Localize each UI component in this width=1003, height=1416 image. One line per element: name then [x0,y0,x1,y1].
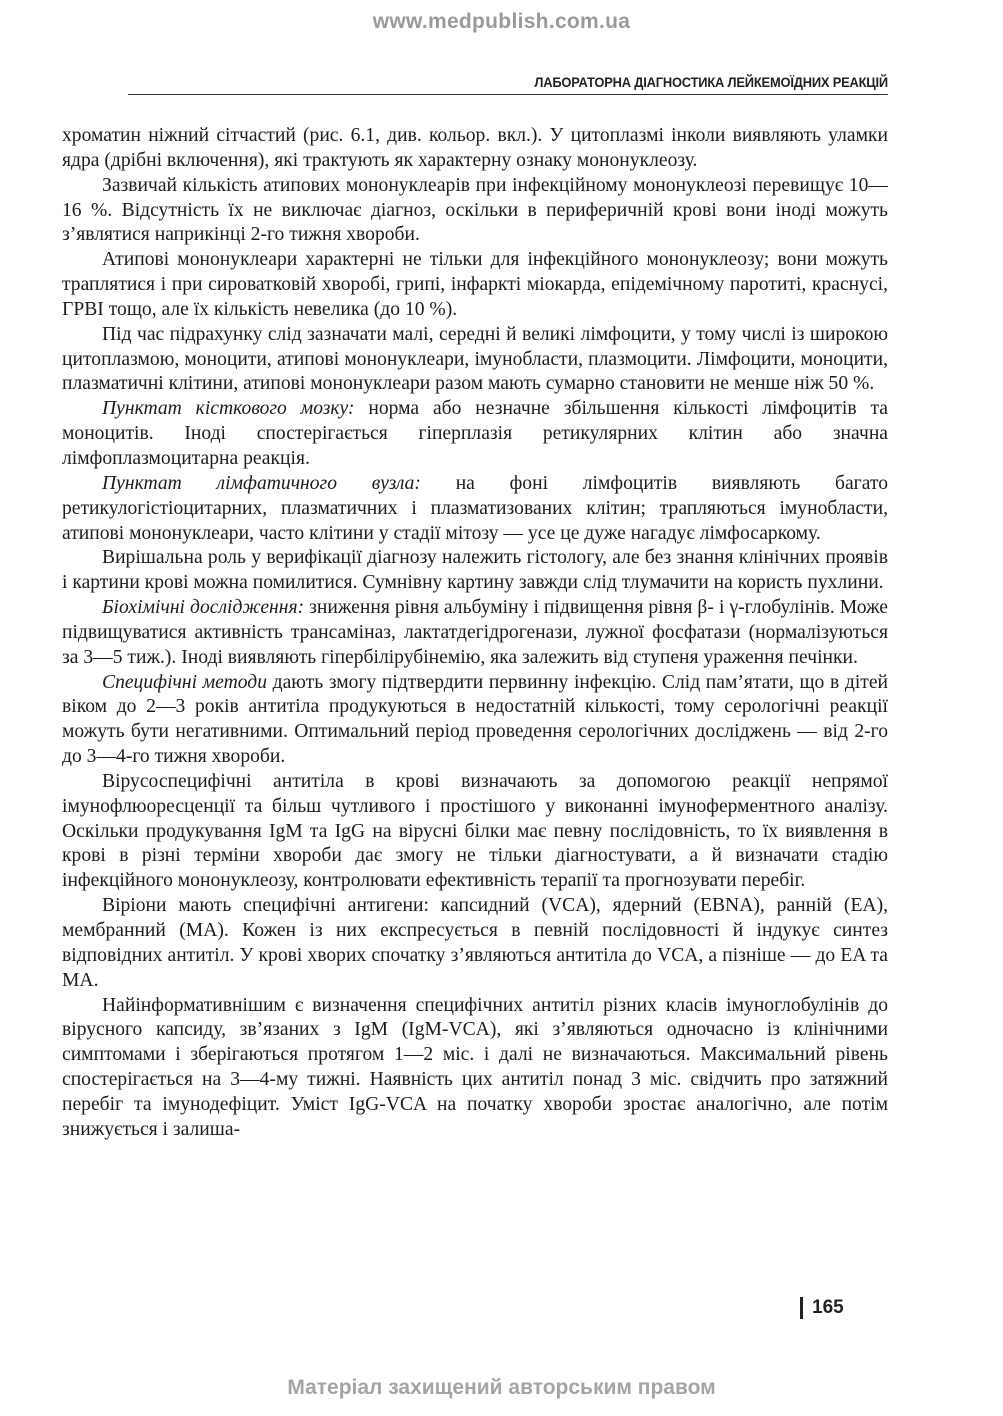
running-head: ЛАБОРАТОРНА ДІАГНОСТИКА ЛЕЙКЕМОЇДНИХ РЕАКЦІЙ [128,74,888,95]
paragraph-lead: Біохімічні дослідження: [102,597,305,619]
paragraph [62,770,888,894]
watermark-top: www.medpublish.com.ua [372,10,631,33]
paragraph-lead: Специфічні методи [102,671,267,693]
paragraph [62,894,888,993]
paragraph-text: Вірусоспецифічні антитіла в крові визначають за допомогою реакції непрямої імунофлюоресценції та більш чутливого і простішого у виконанні імуноферментного аналізу. Оскільки продукування IgM та IgG на вірусні білки має певну послідовність, то їх виявлення в крові в різні терміни хвороби дає змогу не тільки діагностувати, а й визначати стадію інфекційного мононуклеозу, контролювати ефективність терапії та прогнозувати перебіг. [62,770,888,892]
paragraph-text: норма або незначне збільшення кількості лімфоцитів та моноцитів. Іноді спостерігається гіперплазія ретикулярних клітин або значна лімфоплазмоцитарна реакція. [62,398,888,469]
paragraph-text: Віріони мають специфічні антигени: капсидний (VCA), ядерний (EBNA), ранній (EA), мембранний (MA). Кожен із них експресується в певній послідовності й індукує синтез відповідних антитіл. У крові хворих спочатку з’являються антитіла до VCA, а пізніше — до EA та MA. [62,895,888,991]
paragraph-text: хроматин ніжний сітчастий (рис. 6.1, див. кольор. вкл.). У цитоплазмі інколи виявляють уламки ядра (дрібні включення), які трактують як характерну ознаку мононуклеозу. [62,125,888,171]
paragraph-lead: Пунктат лімфатичного вузла: [102,472,421,494]
paragraph [62,248,888,323]
paragraph [62,994,888,1143]
paragraph [62,546,888,596]
page-number: 165 [812,1297,844,1318]
paragraph-text: Під час підрахунку слід зазначати малі, середні й великі лімфоцити, у тому числі із широкою цитоплазмою, моноцити, атипові мононуклеари, імунобласти, плазмоцити. Лімфоцити, моноцити, плазматичні клітини, атипові мононуклеари разом мають сумарно становити не менше ніж 50 %. [62,323,888,395]
page-number-block [800,1297,844,1319]
paragraph-lead: Пунктат кісткового мозку: [102,398,355,420]
paragraph-text: Вирішальна роль у верифікації діагнозу належить гістологу, але без знання клінічних проявів і картини крові можна помилитися. Сумнівну картину завжди слід тлумачити на користь пухлини. [62,547,888,594]
paragraph [62,472,888,547]
paragraph [62,323,888,398]
paragraph [62,174,888,249]
paragraph [62,596,888,671]
paragraph-text: Атипові мононуклеари характерні не тільки для інфекційного мононуклеозу; вони можуть траплятися і при сироватковій хворобі, грипі, інфаркті міокарда, епідемічному паротиті, краснусі, ГРВІ тощо, але їх кількість невелика (до 10 %). [62,249,888,320]
page-number-bar [800,1297,803,1319]
paragraph-text: зниження рівня альбуміну і підвищення рівня β- і γ-глобулінів. Може підвищуватися активність трансаміназ, лактатдегідрогенази, лужної фосфатази (нормалізуються за 3—5 тиж.). Іноді виявляють гіпербілірубінемію, яка залежить від ступеня ураження печінки. [62,597,888,668]
paragraph [62,671,888,770]
paragraph-text: Найінформативнішим є визначення специфічних антитіл різних класів імуноглобулінів до вірусного капсиду, зв’язаних з IgM (IgM-VCA), які з’являються одночасно із клінічними симптомами і зберігаються протягом 1—2 міс. і далі не визначаються. Максимальний рівень спостерігається на 3—4-му тижні. Наявність цих антитіл понад 3 міс. свідчить про затяжний перебіг та імунодефіцит. Уміст IgG-VCA на початку хвороби зростає аналогічно, але потім знижується і залиша- [62,994,888,1140]
body-text [62,124,888,1143]
paragraph [62,397,888,472]
watermark-bottom: Матеріал захищений авторським правом [287,1376,716,1399]
paragraph [62,124,888,174]
paragraph-text: Зазвичай кількість атипових мононуклеарів при інфекційному мононуклеозі перевищує 10—16 %. Відсутність їх не виключає діагноз, оскільки в периферичній крові вони іноді можуть з’являтися наприкінці 2-го тижня хвороби. [62,174,888,246]
paragraph-text: дають змогу підтвердити первинну інфекцію. Слід пам’ятати, що в дітей віком до 2—3 років антитіла продукуються в недостатній кількості, тому серологічні реакції можуть бути негативними. Оптимальний період проведення серологічних досліджень — від 2-го до 3—4-го тижня хвороби. [62,671,889,768]
paragraph-text: на фоні лімфоцитів виявляють багато ретикулогістіоцитарних, плазматичних і плазматизованих клітин; трапляються імунобласти, атипові мононуклеари, часто клітини у стадії мітозу — усе це дуже нагадує лімфосаркому. [62,472,889,544]
